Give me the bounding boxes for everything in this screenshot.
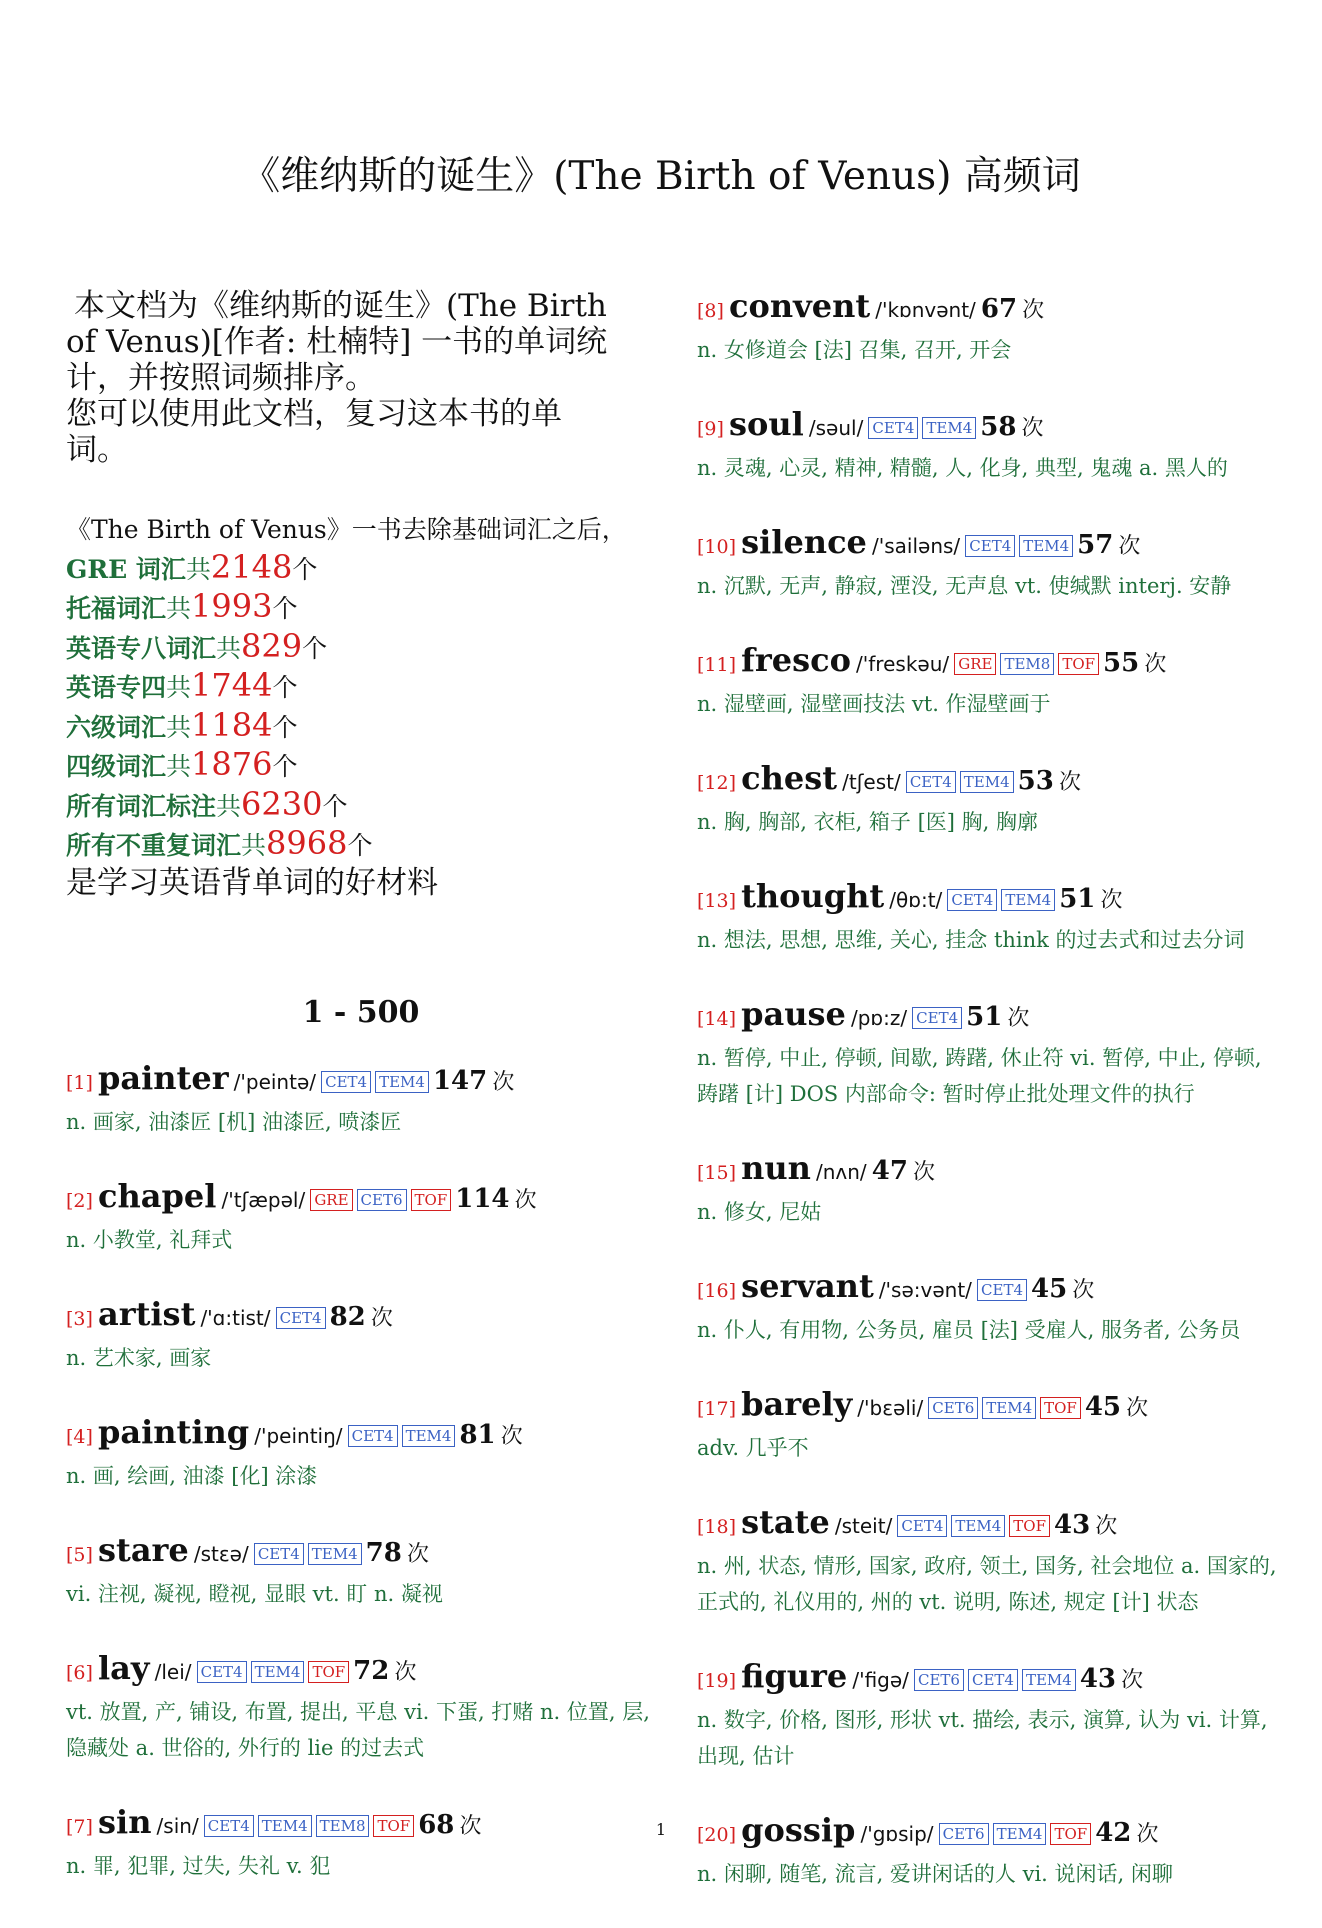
entry-definition: n. 修女, 尼姑 xyxy=(697,1200,822,1224)
count-unit: 次 xyxy=(1118,534,1141,559)
intro-line: 词。 xyxy=(66,432,128,468)
level-tag: CET6 xyxy=(357,1189,407,1211)
word-entry xyxy=(66,1294,656,1376)
stats-label: 四级词汇 xyxy=(66,752,167,781)
level-tag: TOF xyxy=(1050,1823,1091,1845)
page-number: 1 xyxy=(655,1820,667,1839)
intro-line: 您可以使用此文档，复习这本书的单 xyxy=(66,396,562,432)
entry-definition: n. 画家, 油漆匠 [机] 油漆匠, 喷漆匠 xyxy=(66,1110,402,1134)
word-entry xyxy=(697,522,1287,604)
entry-head xyxy=(66,1176,656,1222)
word-entry xyxy=(697,1266,1287,1348)
entry-word: painter xyxy=(98,1059,229,1097)
stats-count: 8968 xyxy=(266,824,348,862)
entry-count: 53 xyxy=(1017,766,1054,796)
stats-label: 英语专四 xyxy=(66,673,167,702)
left-column xyxy=(66,288,656,1920)
entry-index: [3] xyxy=(66,1308,93,1330)
entry-phonetic: /sin/ xyxy=(156,1814,199,1838)
count-unit: 次 xyxy=(492,1070,515,1095)
entry-count: 57 xyxy=(1077,530,1114,560)
entry-word: fresco xyxy=(741,641,851,679)
stats-unit: 个 xyxy=(322,791,348,821)
entry-count: 55 xyxy=(1103,648,1140,678)
entry-head xyxy=(697,994,1287,1040)
word-entry xyxy=(66,1648,656,1766)
entry-phonetic: /'freskəu/ xyxy=(856,652,950,676)
level-tag: CET4 xyxy=(977,1279,1027,1301)
entry-definition: n. 胸, 胸部, 衣柜, 箱子 [医] 胸, 胸廓 xyxy=(697,810,1039,834)
page-title: 《维纳斯的诞生》(The Birth of Venus) 高频词 xyxy=(241,154,1081,199)
stats-unit: 个 xyxy=(272,594,298,623)
count-unit: 次 xyxy=(406,1542,429,1567)
range-heading: 1 - 500 xyxy=(302,995,420,1030)
entry-head xyxy=(697,286,1287,332)
count-unit: 次 xyxy=(1121,1668,1144,1693)
word-entry xyxy=(697,994,1287,1112)
entry-phonetic: /'gɒsip/ xyxy=(860,1822,934,1846)
level-tag: CET4 xyxy=(321,1071,371,1093)
entry-definition: n. 想法, 思想, 思维, 关心, 挂念 think 的过去式和过去分词 xyxy=(697,928,1245,952)
level-tag: CET4 xyxy=(947,889,997,911)
level-tag: TEM4 xyxy=(375,1071,429,1093)
entry-phonetic: /'peintiŋ/ xyxy=(254,1424,343,1448)
entry-head xyxy=(697,1148,1287,1194)
level-tag: TOF xyxy=(1040,1397,1081,1419)
entry-word: soul xyxy=(729,405,804,443)
right-column xyxy=(697,286,1287,1928)
entry-count: 47 xyxy=(871,1156,908,1186)
level-tag: CET6 xyxy=(928,1397,978,1419)
level-tag: CET4 xyxy=(965,535,1015,557)
level-tag: CET4 xyxy=(348,1425,398,1447)
entry-count: 45 xyxy=(1084,1392,1122,1422)
stats-gong: 共 xyxy=(166,752,192,781)
level-tag: CET4 xyxy=(254,1543,304,1565)
level-tag: GRE xyxy=(954,653,996,675)
entry-word: chapel xyxy=(98,1177,217,1215)
stats-unit: 个 xyxy=(302,633,328,663)
level-tag: TEM4 xyxy=(960,771,1014,793)
stats-row xyxy=(66,707,656,747)
entry-definition: n. 灵魂, 心灵, 精神, 精髓, 人, 化身, 典型, 鬼魂 a. 黑人的 xyxy=(697,456,1228,480)
entry-definition: adv. 几乎不 xyxy=(697,1436,809,1460)
entry-phonetic: /θɒ:t/ xyxy=(889,888,943,912)
entry-phonetic: /'figə/ xyxy=(852,1668,909,1692)
entry-phonetic: /tʃest/ xyxy=(842,770,901,794)
entry-word: nun xyxy=(741,1149,811,1187)
level-tag: TEM4 xyxy=(402,1425,456,1447)
level-tag: TOF xyxy=(1058,653,1099,675)
entry-definition: n. 仆人, 有用物, 公务员, 雇员 [法] 受雇人, 服务者, 公务员 xyxy=(697,1318,1241,1342)
count-unit: 次 xyxy=(1095,1514,1118,1539)
entry-definition: vi. 注视, 凝视, 瞪视, 显眼 vt. 盯 n. 凝视 xyxy=(66,1582,443,1606)
count-unit: 次 xyxy=(1072,1278,1095,1303)
entry-phonetic: /'kɒnvənt/ xyxy=(875,298,976,322)
stats-gong: 共 xyxy=(185,554,211,584)
level-tag: CET4 xyxy=(204,1815,254,1837)
level-tag: TOF xyxy=(411,1189,452,1211)
word-entry xyxy=(697,1148,1287,1230)
stats-count: 1876 xyxy=(191,745,273,783)
entry-index: [4] xyxy=(66,1426,93,1448)
stats-label: 所有词汇标注 xyxy=(66,791,217,821)
entry-definition: n. 艺术家, 画家 xyxy=(66,1346,212,1370)
count-unit: 次 xyxy=(1021,416,1044,441)
level-tag: CET4 xyxy=(897,1515,947,1537)
entry-index: [2] xyxy=(66,1190,93,1212)
level-tag: CET4 xyxy=(912,1007,962,1029)
entry-word: state xyxy=(741,1503,830,1541)
entry-index: [8] xyxy=(697,300,724,322)
level-tag: TEM4 xyxy=(951,1515,1005,1537)
count-unit: 次 xyxy=(1136,1822,1159,1847)
entry-phonetic: /pɒ:z/ xyxy=(850,1006,908,1030)
count-unit: 次 xyxy=(394,1660,417,1685)
entry-head xyxy=(697,1266,1287,1312)
word-entry xyxy=(66,1530,656,1612)
entry-count: 43 xyxy=(1079,1664,1117,1694)
stats-label: GRE 词汇 xyxy=(66,554,186,584)
entry-head xyxy=(697,522,1287,568)
level-tag: TOF xyxy=(373,1815,414,1837)
entry-head xyxy=(66,1412,656,1458)
entry-word: barely xyxy=(741,1385,853,1423)
entry-head xyxy=(697,876,1287,922)
entry-index: [20] xyxy=(697,1824,737,1846)
entry-index: [7] xyxy=(66,1816,93,1838)
stats-gong: 共 xyxy=(216,633,242,663)
stats-gong: 共 xyxy=(241,831,267,860)
entry-count: 114 xyxy=(455,1184,510,1214)
entry-phonetic: /'tʃæpəl/ xyxy=(221,1188,306,1212)
stats-unit: 个 xyxy=(292,554,318,584)
entry-definition: n. 沉默, 无声, 静寂, 湮没, 无声息 vt. 使缄默 interj. 安静 xyxy=(697,574,1232,598)
level-tag: TEM4 xyxy=(1001,889,1055,911)
entry-count: 72 xyxy=(353,1656,390,1686)
stats-label: 英语专八词汇 xyxy=(66,633,217,663)
level-tag: TEM4 xyxy=(1022,1669,1076,1691)
word-list-left xyxy=(66,1058,656,1884)
level-tag: CET4 xyxy=(906,771,956,793)
level-tag: TOF xyxy=(1009,1515,1050,1537)
stats-row xyxy=(66,667,656,707)
level-tag: CET6 xyxy=(939,1823,989,1845)
entry-word: painting xyxy=(98,1413,250,1451)
entry-index: [19] xyxy=(697,1670,737,1692)
entry-index: [5] xyxy=(66,1544,93,1566)
entry-phonetic: /steit/ xyxy=(834,1514,893,1538)
count-unit: 次 xyxy=(459,1814,482,1839)
count-unit: 次 xyxy=(1022,298,1045,323)
entry-word: servant xyxy=(741,1267,874,1305)
level-tag: TEM4 xyxy=(258,1815,312,1837)
entry-word: silence xyxy=(741,523,867,561)
count-unit: 次 xyxy=(1007,1006,1030,1031)
word-entry xyxy=(697,876,1287,958)
word-entry xyxy=(697,286,1287,368)
entry-head xyxy=(66,1294,656,1340)
stats-gong: 共 xyxy=(166,712,192,742)
stats-row xyxy=(66,825,656,865)
level-tag: CET6 xyxy=(914,1669,964,1691)
entry-count: 45 xyxy=(1031,1274,1068,1304)
count-unit: 次 xyxy=(1100,888,1123,913)
level-tag: CET4 xyxy=(197,1661,247,1683)
entry-phonetic: /'ɑ:tist/ xyxy=(200,1306,271,1330)
level-tag: TEM4 xyxy=(308,1543,362,1565)
entry-definition: n. 小教堂, 礼拜式 xyxy=(66,1228,233,1252)
count-unit: 次 xyxy=(500,1424,523,1449)
stats-row xyxy=(66,588,656,628)
stats-gong: 共 xyxy=(166,673,192,702)
entry-word: figure xyxy=(741,1657,848,1695)
entry-definition: n. 州, 状态, 情形, 国家, 政府, 领土, 国务, 社会地位 a. 国家的, 正式的, 礼仪用的, 州的 vt. 说明, 陈述, 规定 [计] 状态 xyxy=(697,1554,1277,1614)
intro-line: 计，并按照词频排序。 xyxy=(66,360,376,396)
entry-phonetic: /'sə:vənt/ xyxy=(878,1278,972,1302)
count-unit: 次 xyxy=(913,1160,936,1185)
intro-line: 本文档为《维纳斯的诞生》(The Birth xyxy=(74,288,607,324)
vocabulary-stats xyxy=(66,512,656,901)
entry-head xyxy=(697,1502,1287,1548)
entry-index: [15] xyxy=(697,1162,737,1184)
word-entry xyxy=(697,1502,1287,1620)
entry-count: 43 xyxy=(1053,1510,1091,1540)
word-entry xyxy=(697,404,1287,486)
stats-label: 托福词汇 xyxy=(66,594,167,623)
entry-word: sin xyxy=(98,1803,152,1841)
stats-row xyxy=(66,549,656,589)
entry-definition: vt. 放置, 产, 铺设, 布置, 提出, 平息 vi. 下蛋, 打赌 n. 位置, 层, 隐藏处 a. 世俗的, 外行的 lie 的过去式 xyxy=(66,1700,650,1760)
entry-count: 147 xyxy=(432,1066,488,1096)
entry-head xyxy=(697,1656,1287,1702)
stats-gong: 共 xyxy=(166,594,192,623)
entry-definition: n. 数字, 价格, 图形, 形状 vt. 描绘, 表示, 演算, 认为 vi. 计算, 出现, 估计 xyxy=(697,1708,1268,1768)
level-tag: GRE xyxy=(310,1189,352,1211)
entry-index: [11] xyxy=(697,654,737,676)
entry-index: [16] xyxy=(697,1280,737,1302)
level-tag: TEM4 xyxy=(993,1823,1047,1845)
entry-word: chest xyxy=(741,759,838,797)
count-unit: 次 xyxy=(1144,652,1167,677)
entry-index: [6] xyxy=(66,1662,93,1684)
entry-phonetic: /lei/ xyxy=(154,1660,192,1684)
stats-lead: 《The Birth of Venus》一书去除基础词汇之后， xyxy=(66,515,627,544)
entry-definition: n. 闲聊, 随笔, 流言, 爱讲闲话的人 vi. 说闲话, 闲聊 xyxy=(697,1862,1173,1886)
stats-row xyxy=(66,746,656,786)
stats-count: 2148 xyxy=(210,547,293,586)
stats-unit: 个 xyxy=(272,712,298,742)
entry-index: [9] xyxy=(697,418,724,440)
entry-index: [13] xyxy=(697,890,737,912)
level-tag: CET4 xyxy=(868,417,918,439)
stats-tail: 是学习英语背单词的好材料 xyxy=(66,864,438,901)
level-tag: TEM8 xyxy=(316,1815,370,1837)
entry-count: 82 xyxy=(329,1302,366,1332)
count-unit: 次 xyxy=(514,1188,537,1213)
entry-head xyxy=(697,1384,1287,1430)
stats-count: 1993 xyxy=(191,587,273,625)
count-unit: 次 xyxy=(1126,1396,1149,1421)
entry-word: pause xyxy=(741,995,846,1033)
entry-word: convent xyxy=(729,287,871,325)
stats-label: 六级词汇 xyxy=(66,712,167,742)
entry-phonetic: /səul/ xyxy=(808,416,864,440)
entry-index: [1] xyxy=(66,1072,93,1094)
count-unit: 次 xyxy=(370,1306,393,1331)
word-entry xyxy=(66,1412,656,1494)
word-entry xyxy=(66,1058,656,1140)
stats-unit: 个 xyxy=(272,752,298,781)
entry-head xyxy=(66,1058,656,1104)
stats-count: 1744 xyxy=(191,666,273,704)
level-tag: TEM8 xyxy=(1000,653,1054,675)
entry-phonetic: /'sailəns/ xyxy=(872,534,961,558)
count-unit: 次 xyxy=(1058,770,1081,795)
level-tag: TEM4 xyxy=(922,417,976,439)
stats-gong: 共 xyxy=(216,791,242,821)
word-list-right xyxy=(697,286,1287,1892)
word-entry xyxy=(697,1656,1287,1774)
stats-unit: 个 xyxy=(347,831,373,860)
stats-row xyxy=(66,786,656,826)
entry-phonetic: /'peintə/ xyxy=(233,1070,316,1094)
entry-count: 58 xyxy=(980,412,1017,442)
intro-line: of Venus)[作者: 杜楠特] 一书的单词统 xyxy=(66,324,608,360)
level-tag: CET4 xyxy=(276,1307,326,1329)
entry-phonetic: /stεə/ xyxy=(193,1542,249,1566)
entry-index: [12] xyxy=(697,772,737,794)
entry-index: [10] xyxy=(697,536,737,558)
word-entry xyxy=(66,1802,656,1884)
level-tag: TEM4 xyxy=(251,1661,305,1683)
level-tag: TOF xyxy=(308,1661,349,1683)
stats-count: 1184 xyxy=(191,705,273,744)
entry-definition: n. 罪, 犯罪, 过失, 失礼 v. 犯 xyxy=(66,1854,331,1878)
entry-count: 81 xyxy=(459,1420,496,1450)
entry-count: 78 xyxy=(365,1538,402,1568)
stats-label: 所有不重复词汇 xyxy=(66,831,242,860)
entry-count: 51 xyxy=(1059,884,1096,914)
stats-count: 829 xyxy=(241,626,303,665)
level-tag: TEM4 xyxy=(982,1397,1036,1419)
entry-count: 68 xyxy=(418,1810,455,1840)
entry-word: gossip xyxy=(741,1811,856,1849)
entry-head xyxy=(66,1530,656,1576)
entry-head xyxy=(66,1648,656,1694)
stats-count: 6230 xyxy=(241,784,323,823)
entry-word: artist xyxy=(98,1295,196,1333)
entry-word: stare xyxy=(98,1531,189,1569)
entry-count: 67 xyxy=(980,294,1018,324)
level-tag: CET4 xyxy=(968,1669,1018,1691)
entry-head xyxy=(697,758,1287,804)
entry-index: [18] xyxy=(697,1516,737,1538)
entry-definition: n. 湿壁画, 湿壁画技法 vt. 作湿壁画于 xyxy=(697,692,1051,716)
entry-head xyxy=(697,404,1287,450)
entry-phonetic: /nʌn/ xyxy=(816,1160,867,1184)
entry-word: lay xyxy=(98,1649,150,1687)
entry-definition: n. 女修道会 [法] 召集, 召开, 开会 xyxy=(697,338,1012,362)
entry-phonetic: /'bεəli/ xyxy=(857,1396,924,1420)
entry-definition: n. 暂停, 中止, 停顿, 间歇, 踌躇, 休止符 vi. 暂停, 中止, 停顿, 踌躇 [计] DOS 内部命令: 暂时停止批处理文件的执行 xyxy=(697,1046,1262,1106)
word-entry xyxy=(66,1176,656,1258)
entry-count: 51 xyxy=(966,1002,1003,1032)
word-entry xyxy=(697,758,1287,840)
stats-row xyxy=(66,628,656,668)
entry-count: 42 xyxy=(1095,1818,1132,1848)
entry-word: thought xyxy=(741,877,885,915)
level-tag: TEM4 xyxy=(1019,535,1073,557)
entry-head xyxy=(697,640,1287,686)
entry-index: [17] xyxy=(697,1398,737,1420)
stats-unit: 个 xyxy=(272,673,298,702)
intro-paragraph xyxy=(66,288,656,468)
entry-index: [14] xyxy=(697,1008,737,1030)
word-entry xyxy=(697,640,1287,722)
entry-definition: n. 画, 绘画, 油漆 [化] 涂漆 xyxy=(66,1464,318,1488)
word-entry xyxy=(697,1384,1287,1466)
